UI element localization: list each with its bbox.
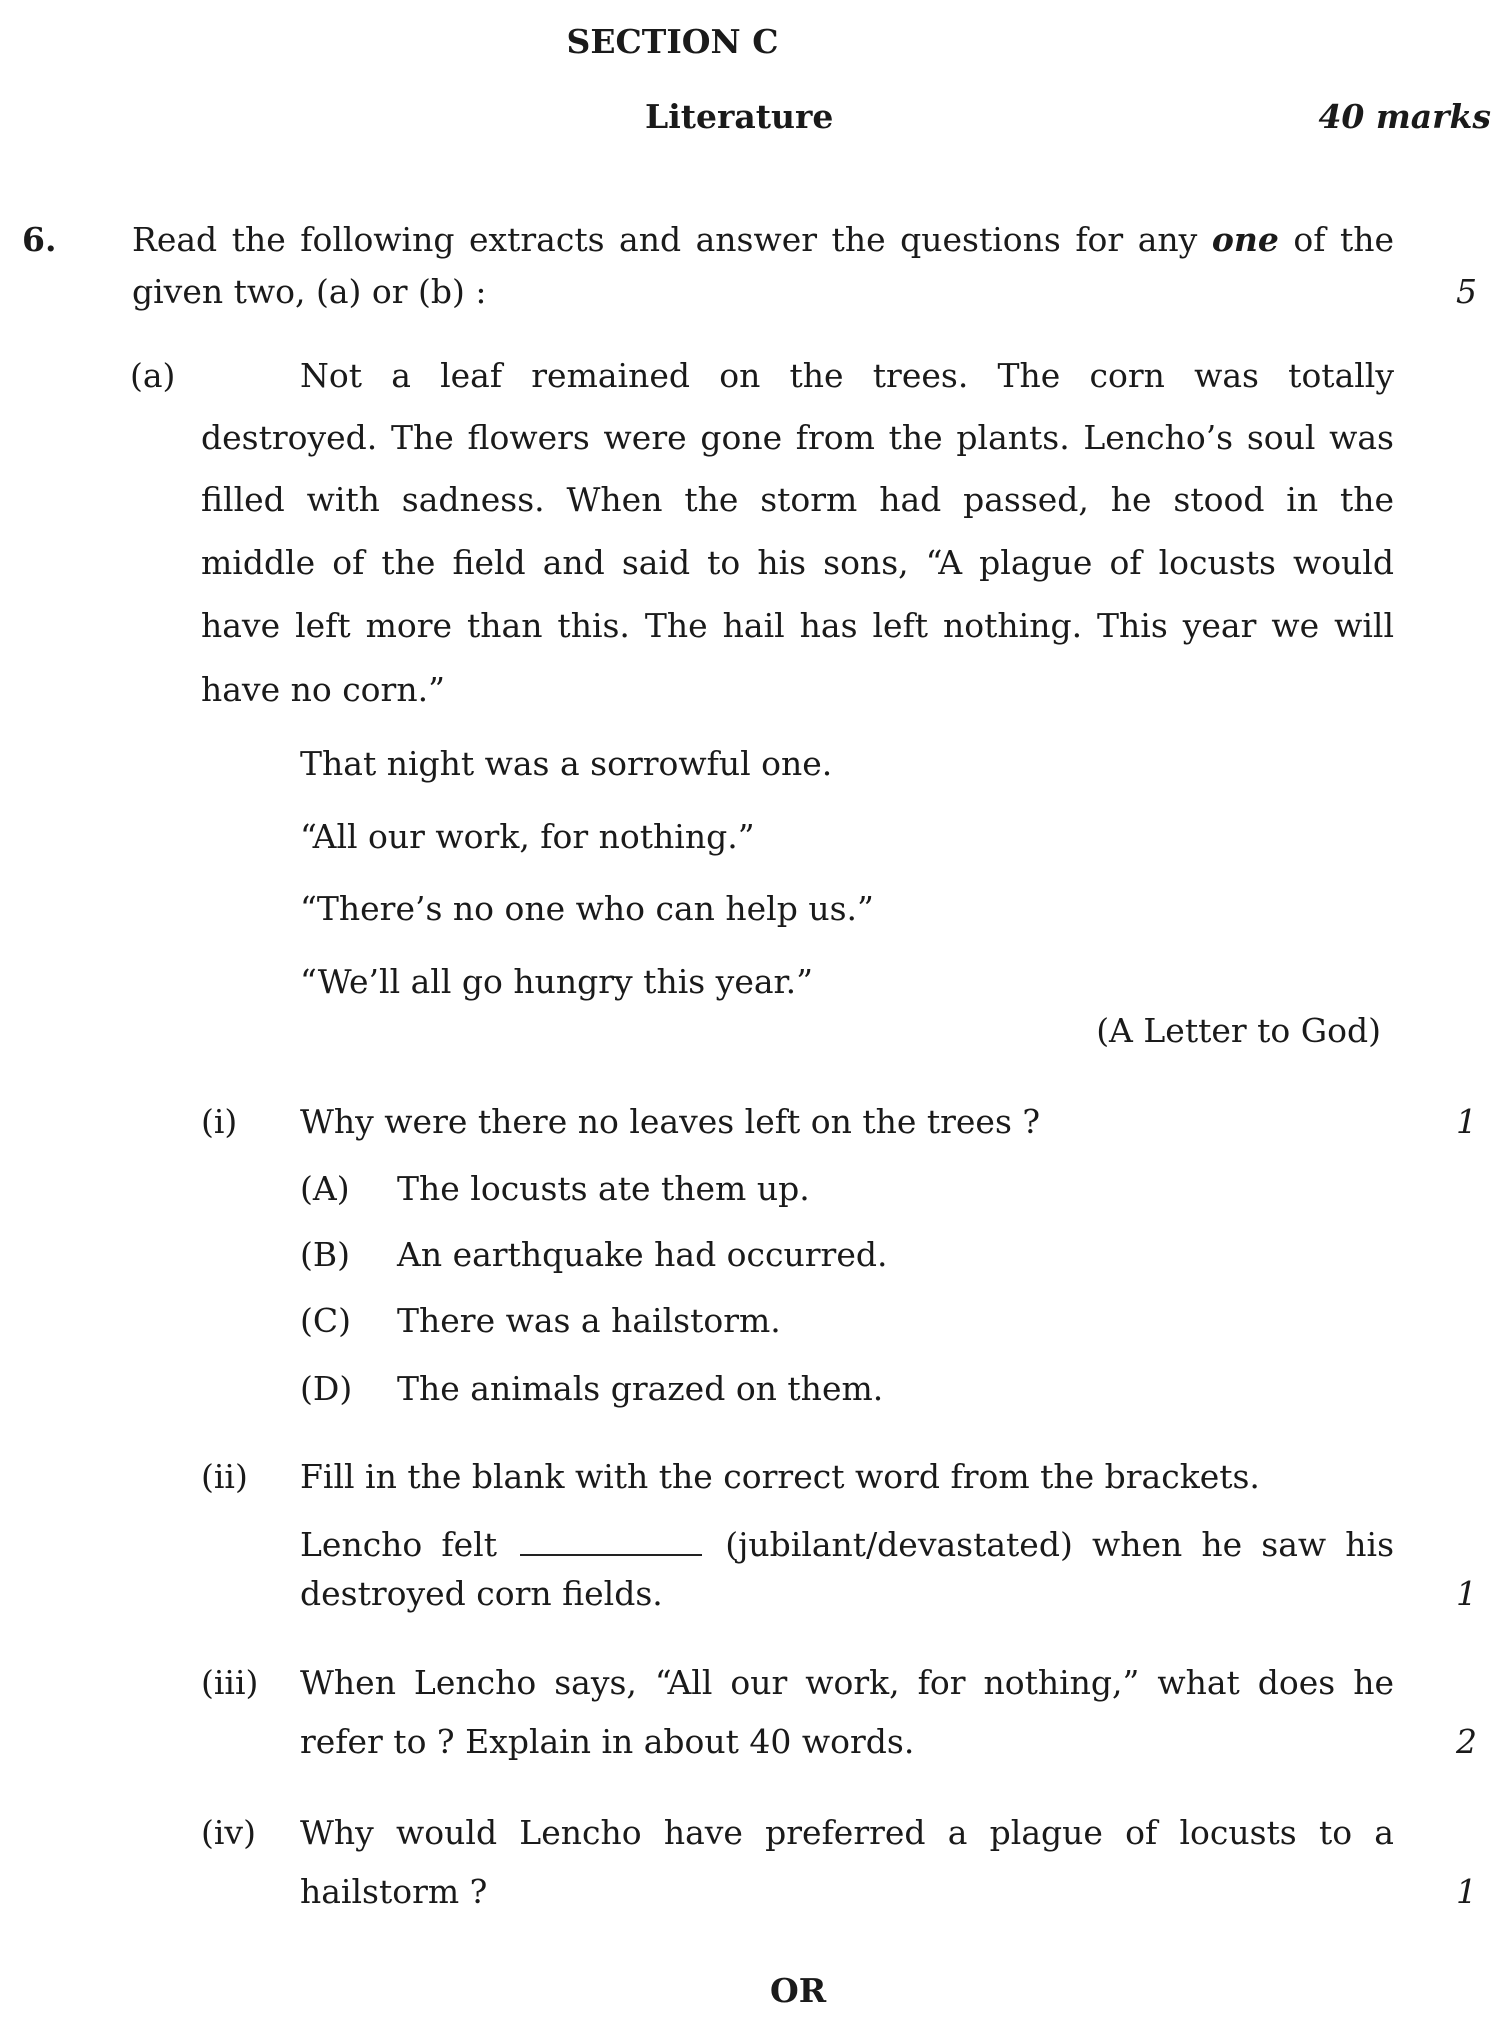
extract-paragraph-line: filled with sadness. When the storm had passed, he stood in the <box>201 480 1394 519</box>
extract-paragraph-line: middle of the field and said to his sons, “A plague of locusts would <box>201 543 1394 582</box>
option-text: There was a hailstorm. <box>397 1301 781 1340</box>
extract-paragraph-line: have left more than this. The hail has left nothing. This year we will <box>201 606 1394 645</box>
extract-line: “There’s no one who can help us.” <box>300 889 874 928</box>
subq-marks: 1 <box>1456 1102 1477 1141</box>
subq-number: (iv) <box>201 1813 256 1852</box>
extract-paragraph-line: destroyed. The flowers were gone from the plants. Lencho’s soul was <box>201 418 1394 457</box>
subq-marks: 1 <box>1456 1574 1477 1613</box>
option-letter: (D) <box>300 1369 353 1408</box>
fill-text: Lencho felt <box>300 1525 497 1564</box>
or-separator: OR <box>770 1971 827 2010</box>
instruction-text: Read the following extracts and answer the questions for any <box>132 220 1198 259</box>
extract-line: That night was a sorrowful one. <box>300 744 833 783</box>
instruction-text: of the <box>1293 220 1395 259</box>
subq-text-line: refer to ? Explain in about 40 words. <box>300 1722 915 1761</box>
subq-text: Fill in the blank with the correct word from the brackets. <box>300 1457 1260 1496</box>
section-marks: 40 marks <box>1318 97 1491 136</box>
subq-marks: 2 <box>1456 1722 1477 1761</box>
extract-paragraph-line: Not a leaf remained on the trees. The corn was totally <box>300 356 1394 395</box>
option-letter: (C) <box>300 1301 351 1340</box>
subq-marks: 1 <box>1456 1872 1477 1911</box>
question-number: 6. <box>22 220 57 259</box>
subq-text-line: destroyed corn fields. <box>300 1574 663 1613</box>
subq-number: (ii) <box>201 1457 248 1496</box>
section-label: SECTION C <box>566 22 779 61</box>
subq-fill-line <box>300 1525 1394 1565</box>
fill-text: (jubilant/devastated) when he saw his <box>725 1525 1394 1564</box>
answer-blank <box>520 1526 702 1556</box>
question-instruction-line2: given two, (a) or (b) : <box>132 272 487 311</box>
option-letter: (A) <box>300 1169 350 1208</box>
instruction-emphasis: one <box>1211 220 1279 259</box>
option-letter: (B) <box>300 1235 350 1274</box>
extract-label: (a) <box>130 356 176 395</box>
extract-line: “All our work, for nothing.” <box>300 817 755 856</box>
subject-title: Literature <box>645 97 834 136</box>
subq-text-line: hailstorm ? <box>300 1872 488 1911</box>
extract-source: (A Letter to God) <box>1096 1011 1381 1050</box>
question-instruction <box>132 220 1394 260</box>
question-marks: 5 <box>1456 272 1477 311</box>
section-title <box>0 22 1505 62</box>
subq-text: Why would Lencho have preferred a plague of locusts to a <box>300 1813 1394 1852</box>
option-text: An earthquake had occurred. <box>397 1235 888 1274</box>
option-text: The locusts ate them up. <box>397 1169 810 1208</box>
subq-text: Why were there no leaves left on the trees ? <box>300 1102 1041 1141</box>
subq-text: When Lencho says, “All our work, for nothing,” what does he <box>300 1663 1394 1702</box>
extract-line: “We’ll all go hungry this year.” <box>300 962 814 1001</box>
subq-number: (i) <box>201 1102 238 1141</box>
subq-number: (iii) <box>201 1663 259 1702</box>
extract-paragraph-line: have no corn.” <box>201 670 445 709</box>
option-text: The animals grazed on them. <box>397 1369 884 1408</box>
